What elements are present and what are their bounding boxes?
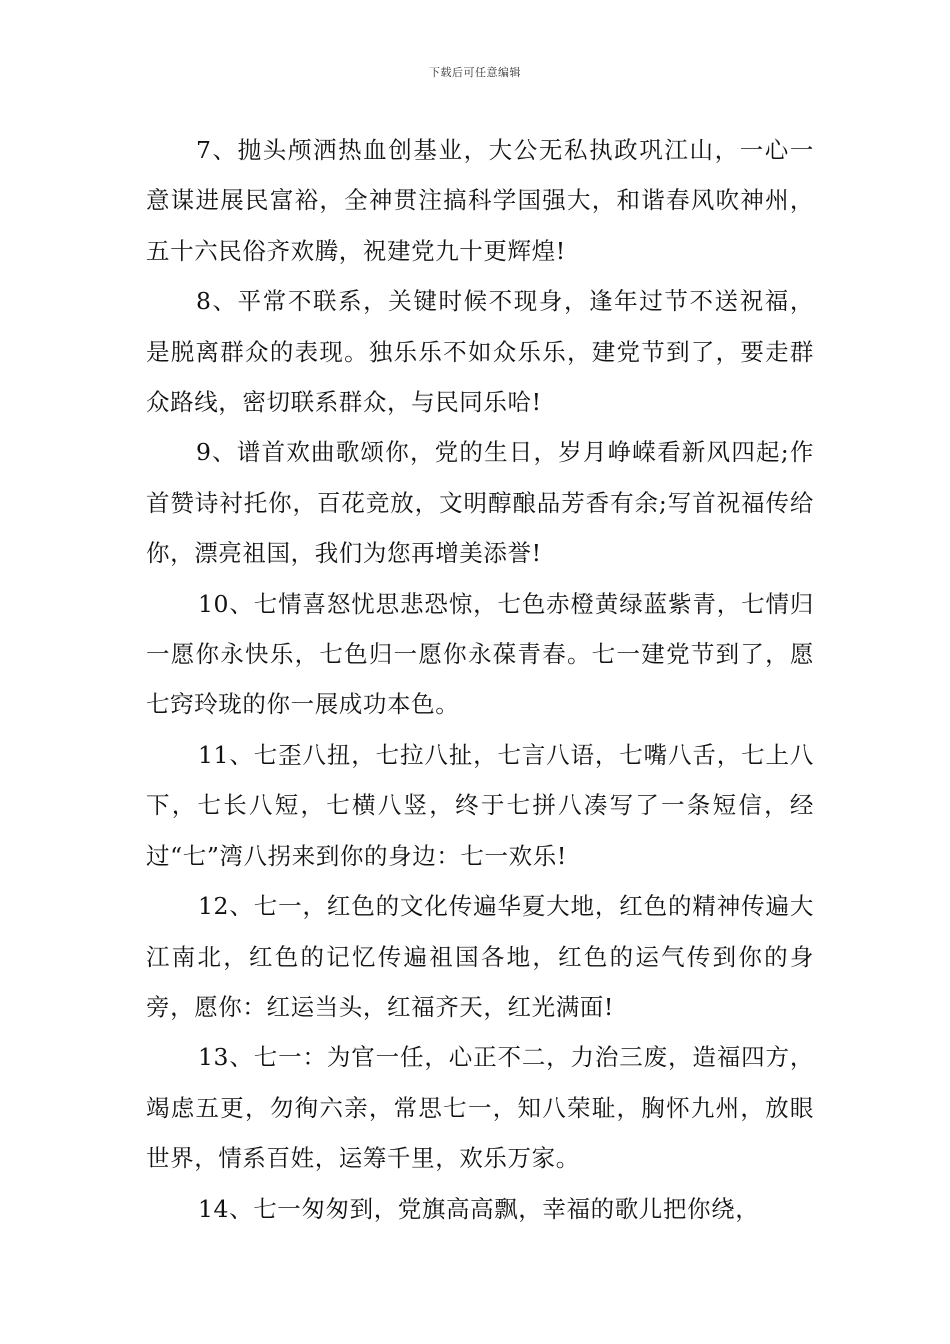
- paragraph-9: 9、谱首欢曲歌颂你，党的生日，岁月峥嵘看新风四起;作首赞诗衬托你，百花竞放，文明醇酿品芳香有余;写首祝福传给你，漂亮祖国，我们为您再增美添誉!: [146, 438, 814, 568]
- paragraph-8: 8、平常不联系，关键时候不现身，逢年过节不送祝福，是脱离群众的表现。独乐乐不如众乐乐，建党节到了，要走群众路线，密切联系群众，与民同乐哈!: [146, 287, 814, 417]
- document-body: [146, 125, 814, 1234]
- paragraph-12: 12、七一，红色的文化传遍华夏大地，红色的精神传遍大江南北，红色的记忆传遍祖国各地，红色的运气传到你的身旁，愿你：红运当头，红福齐天，红光满面!: [146, 892, 814, 1021]
- page-header-note: 下载后可任意编辑: [429, 66, 521, 79]
- paragraph-7: 7、抛头颅洒热血创基业，大公无私执政巩江山，一心一意谋进展民富裕，全神贯注搞科学国强大，和谐春风吹神州，五十六民俗齐欢腾，祝建党九十更辉煌!: [146, 136, 814, 265]
- paragraph-10: 10、七情喜怒忧思悲恐惊，七色赤橙黄绿蓝紫青，七情归一愿你永快乐，七色归一愿你永葆青春。七一建党节到了，愿七窍玲珑的你一展成功本色。: [146, 589, 814, 719]
- paragraph-14: 14、七一匆匆到，党旗高高飘，幸福的歌儿把你绕，: [198, 1194, 760, 1223]
- paragraph-11: 11、七歪八扭，七拉八扯，七言八语，七嘴八舌，七上八下，七长八短，七横八竖，终于七拼八凑写了一条短信，经过“七”湾八拐来到你的身边：七一欢乐!: [146, 740, 814, 870]
- paragraph-13: 13、七一：为官一任，心正不二，力治三废，造福四方，竭虑五更，勿徇六亲，常思七一，知八荣耻，胸怀九州，放眼世界，情系百姓，运筹千里，欢乐万家。: [146, 1043, 814, 1173]
